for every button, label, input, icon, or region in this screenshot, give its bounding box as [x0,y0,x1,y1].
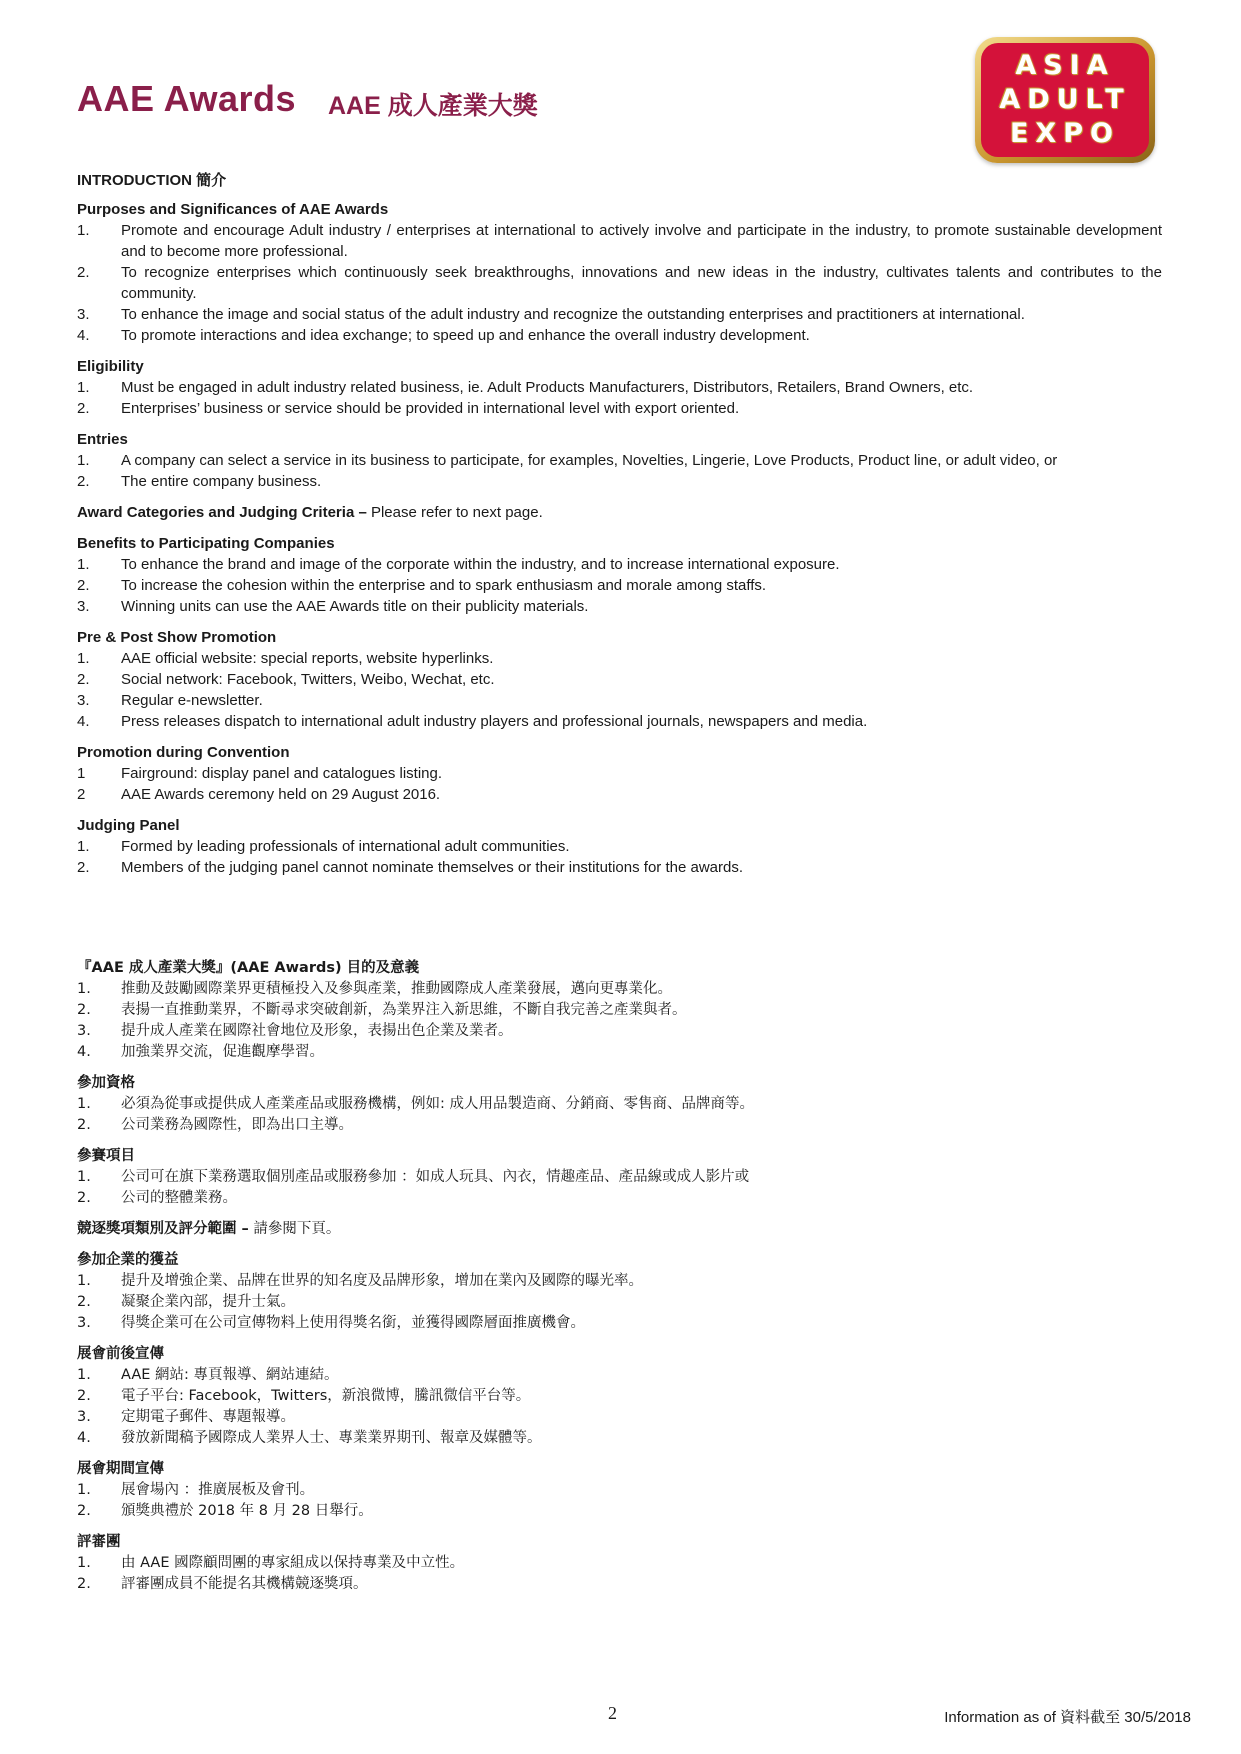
list-item-number: 4. [77,327,90,344]
english-section [77,429,1162,492]
list-item [77,377,1162,398]
section-heading-text: Eligibility [77,358,144,375]
list-item-text: Members of the judging panel cannot nominate themselves or their institutions for the awards. [121,859,744,876]
list-item-text: 表揚一直推動業界，不斷尋求突破創新，為業界注入新思維，不斷自我完善之產業與者。 [121,1002,687,1018]
list-item [77,304,1162,325]
list-item [77,398,1162,419]
section-heading [77,1532,1162,1553]
list-item [77,1501,1162,1522]
list-item [77,575,1162,596]
list-item-number: 2. [77,1294,91,1310]
page-title-chinese: AAE 成人產業大獎 [328,92,538,120]
list-item-number: 2. [77,264,90,281]
section-heading-text: 參加企業的獲益 [77,1252,179,1268]
list-item-number: 2. [77,671,90,688]
list-item-text: 評審團成員不能提名其機構競逐獎項。 [121,1576,368,1592]
list-item-number: 4. [77,1044,91,1060]
logo-plate [981,43,1149,157]
list-item [77,1553,1162,1574]
section-heading [77,815,1162,836]
english-section [77,742,1162,805]
chinese-section [77,1146,1162,1209]
list-item [77,325,1162,346]
section-heading [77,958,1162,979]
section-heading-text: 展會期間宣傳 [77,1461,164,1477]
list-item-text: Social network: Facebook, Twitters, Weibo, Wechat, etc. [121,671,495,688]
list-item-number: 1. [77,1482,91,1498]
section-heading-text: Purposes and Significances of AAE Awards [77,201,389,218]
list-item-number: 1. [77,1273,91,1289]
section-heading-text: Award Categories and Judging Criteria – [77,504,367,521]
chinese-section [77,1344,1162,1449]
list-item [77,1000,1162,1021]
list-item-text: 公司可在旗下業務選取個別產品或服務參加 ：如成人玩具、內衣，情趣產品、產品線或成人影片或 [121,1169,750,1185]
list-item [77,220,1162,262]
list-item-text: 由 AAE 國際顧問團的專家組成以保持專業及中立性。 [121,1555,465,1571]
list-item [77,1115,1162,1136]
english-sections [77,199,1162,878]
section-heading-text: 展會前後宣傳 [77,1346,164,1362]
list-item [77,669,1162,690]
section-heading-text: Judging Panel [77,817,180,834]
list-item [77,1365,1162,1386]
section-heading [77,742,1162,763]
list-item-number: 1. [77,379,90,396]
list-item [77,1313,1162,1334]
list-item-text: Press releases dispatch to international adult industry players and professional journals, newspapers and media. [121,713,868,730]
list-item-number: 4. [77,1430,91,1446]
list-item-text: To recognize enterprises which continuously seek breakthroughs, innovations and new ideas in the industry, cultivates talents and contributes to the community. [121,264,1162,302]
list-item [77,450,1162,471]
chinese-section [77,1219,1162,1240]
list-item-number: 2. [77,1117,91,1133]
list-item-number: 2. [77,1576,91,1592]
section-heading-note: Please refer to next page. [366,504,543,521]
list-item [77,784,1162,805]
list-item-number: 3. [77,1315,91,1331]
list-item-number: 2. [77,1190,91,1206]
section-heading-text: 競逐獎項類別及評分範圍 – [77,1221,249,1237]
list-item-text: 推動及鼓勵國際業界更積極投入及參與產業，推動國際成人產業發展，邁向更專業化。 [121,981,672,997]
list-item-number: 3. [77,306,90,323]
section-heading [77,1344,1162,1365]
english-section [77,356,1162,419]
list-item [77,596,1162,617]
section-heading [77,356,1162,377]
list-item-text: Winning units can use the AAE Awards title on their publicity materials. [121,598,589,615]
section-heading-text: Benefits to Participating Companies [77,535,335,552]
list-item-text: Formed by leading professionals of international adult communities. [121,838,570,855]
list-item-number: 1. [77,556,90,573]
list-item [77,1271,1162,1292]
section-heading-text: Entries [77,431,128,448]
list-item [77,554,1162,575]
section-heading-text: 參加資格 [77,1075,135,1091]
list-item-text: Fairground: display panel and catalogues listing. [121,765,443,782]
list-item-text: To increase the cohesion within the enterprise and to spark enthusiasm and morale among staffs. [121,577,767,594]
list-item-text: AAE Awards ceremony held on 29 August 2016. [121,786,441,803]
list-item-number: 1. [77,222,90,239]
logo-text-row: EXPO [1009,118,1120,149]
chinese-sections [77,958,1162,1595]
list-item [77,1094,1162,1115]
section-heading [77,1219,1162,1240]
list-item-number: 2 [77,786,86,803]
list-item-text: Promote and encourage Adult industry / enterprises at international to actively involve and participate in the industry, to promote sustainable development and to become more professional. [121,222,1162,260]
list-item-number: 3. [77,598,90,615]
list-item-text: 電子平台: Facebook，Twitters，新浪微博，騰訊微信平台等。 [121,1388,531,1404]
list-item [77,711,1162,732]
list-item [77,1428,1162,1449]
section-heading [77,627,1162,648]
logo-text-row: ASIA [1015,50,1115,81]
list-item-number: 3. [77,1023,91,1039]
chinese-section [77,1532,1162,1595]
section-heading-text: 『AAE 成人產業大獎』(AAE Awards) 目的及意義 [77,960,420,976]
section-heading-note: 請參閱下頁。 [248,1221,341,1237]
info-date-footer: Information as of 資料截至 30/5/2018 [944,1709,1191,1726]
list-item-text: 提升成人產業在國際社會地位及形象，表揚出色企業及業者。 [121,1023,513,1039]
english-section [77,815,1162,878]
list-item-text: Regular e-newsletter. [121,692,263,709]
list-item-number: 1. [77,1367,91,1383]
list-item-number: 2. [77,1503,91,1519]
list-item-text: 得獎企業可在公司宣傳物料上使用得獎名銜，並獲得國際層面推廣機會。 [121,1315,585,1331]
logo-text-row: ADULT [999,84,1131,115]
list-item-text: 凝聚企業內部，提升士氣。 [121,1294,295,1310]
list-item-text: To promote interactions and idea exchange; to speed up and enhance the overall industry development. [121,327,810,344]
list-item-text: 公司的整體業務。 [121,1190,237,1206]
list-item-number: 2. [77,577,90,594]
chinese-section [77,958,1162,1063]
list-item-number: 3. [77,692,90,709]
section-spacer [77,888,1162,958]
list-item-number: 3. [77,1409,91,1425]
document-body [77,170,1162,1605]
list-item-number: 1. [77,838,90,855]
introduction-heading-block [77,170,1162,191]
list-item-text: To enhance the brand and image of the corporate within the industry, and to increase international exposure. [121,556,840,573]
section-heading [77,1146,1162,1167]
section-heading [77,1073,1162,1094]
list-item [77,1292,1162,1313]
section-heading-text: Pre & Post Show Promotion [77,629,277,646]
list-item [77,690,1162,711]
list-item [77,262,1162,304]
section-heading [77,1459,1162,1480]
list-item [77,1407,1162,1428]
list-item [77,979,1162,1000]
section-heading-text: 評審團 [77,1534,121,1550]
english-section [77,199,1162,346]
section-heading [77,429,1162,450]
list-item-number: 1. [77,1169,91,1185]
chinese-section [77,1250,1162,1334]
list-item-number: 1 [77,765,86,782]
list-item-number: 2. [77,1388,91,1404]
section-heading [77,502,1162,523]
list-item [77,857,1162,878]
list-item-text: 定期電子郵件、專題報導。 [121,1409,295,1425]
list-item-text: 展會場內 ：推廣展板及會刊。 [121,1482,315,1498]
list-item-text: AAE 網站: 專頁報導、網站連結。 [121,1367,339,1383]
section-heading-text: Promotion during Convention [77,744,290,761]
list-item-number: 1. [77,1555,91,1571]
list-item-number: 4. [77,713,90,730]
list-item-number: 1. [77,981,91,997]
english-section [77,627,1162,732]
page-number: 2 [608,1703,617,1723]
list-item-number: 1. [77,1096,91,1112]
english-section [77,533,1162,617]
list-item [77,836,1162,857]
list-item-text: Enterprises’ business or service should be provided in international level with export oriented. [121,400,740,417]
list-item-text: Must be engaged in adult industry related business, ie. Adult Products Manufacturers, Distributors, Retailers, Brand Owners, etc. [121,379,974,396]
chinese-section [77,1073,1162,1136]
list-item [77,1167,1162,1188]
english-section [77,502,1162,523]
list-item-text: 加強業界交流，促進觀摩學習。 [121,1044,324,1060]
list-item-number: 1. [77,650,90,667]
list-item-number: 1. [77,452,90,469]
section-heading-text: 參賽項目 [77,1148,135,1164]
list-item [77,471,1162,492]
asia-adult-expo-logo [975,37,1155,163]
list-item [77,1480,1162,1501]
list-item [77,1574,1162,1595]
list-item-text: 公司業務為國際性，即為出口主導。 [121,1117,353,1133]
page-title: AAE Awards [77,78,297,119]
list-item-number: 2. [77,400,90,417]
list-item-text: 發放新聞稿予國際成人業界人士、專業業界期刊、報章及媒體等。 [121,1430,542,1446]
list-item-text: The entire company business. [121,473,322,490]
list-item-text: 頒獎典禮於 2018 年 8 月 28 日舉行。 [121,1503,373,1519]
list-item-text: 提升及增強企業、品牌在世界的知名度及品牌形象，增加在業內及國際的曝光率。 [121,1273,643,1289]
list-item-number: 2. [77,1002,91,1018]
list-item [77,1188,1162,1209]
list-item [77,763,1162,784]
list-item-number: 2. [77,859,90,876]
list-item [77,1386,1162,1407]
section-heading [77,199,1162,220]
list-item [77,1042,1162,1063]
section-heading [77,1250,1162,1271]
list-item [77,648,1162,669]
list-item-number: 2. [77,473,90,490]
introduction-heading: INTRODUCTION 簡介 [77,172,227,189]
list-item [77,1021,1162,1042]
list-item-text: A company can select a service in its business to participate, for examples, Novelties, Lingerie, Love Products, Product line, or adult video, or [121,452,1058,469]
chinese-section [77,1459,1162,1522]
list-item-text: 必須為從事或提供成人產業產品或服務機構，例如: 成人用品製造商、分銷商、零售商、品牌商等。 [121,1096,754,1112]
list-item-text: To enhance the image and social status of the adult industry and recognize the outstanding enterprises and practitioners at international. [121,306,1025,323]
list-item-text: AAE official website: special reports, website hyperlinks. [121,650,494,667]
section-heading [77,533,1162,554]
